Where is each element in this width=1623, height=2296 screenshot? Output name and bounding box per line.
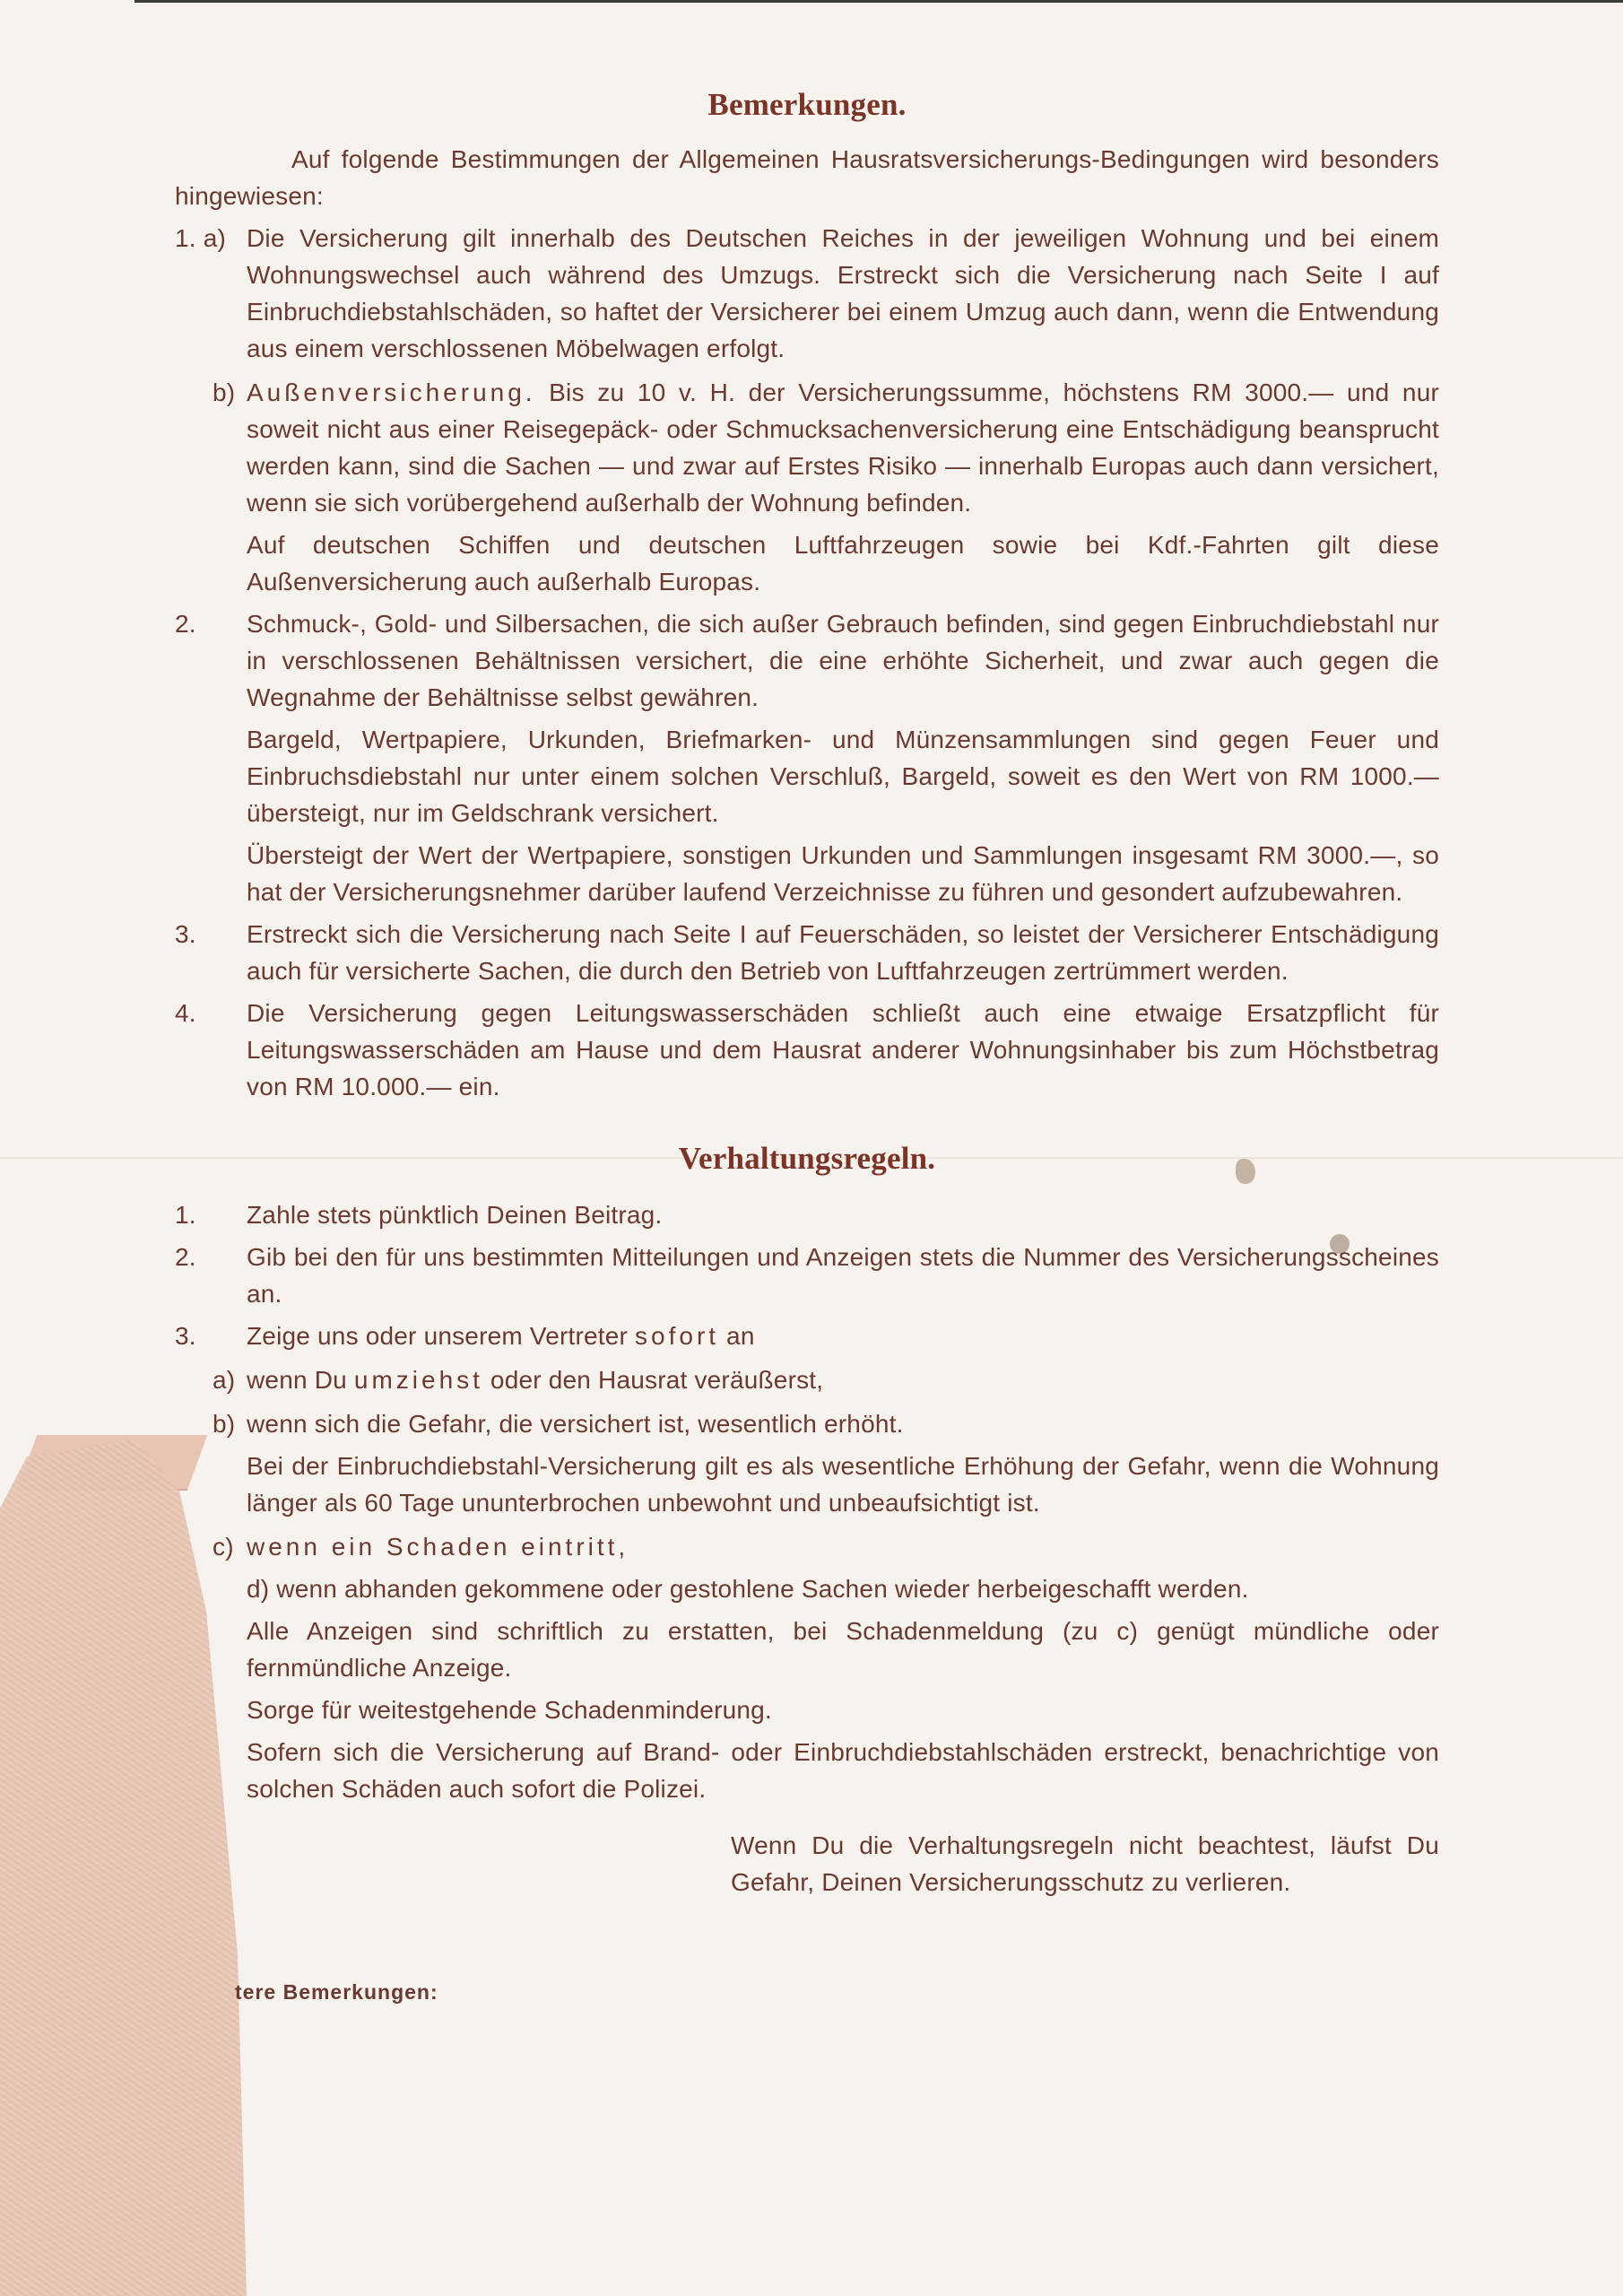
item-number: 3. [175,920,196,948]
item-1b-body: Bis zu 10 v. H. der Versicherungssumme, höchstens RM 3000.— und nur soweit nicht aus einer Reisegepäck- oder Schmucksachenversicherung eine Entschädigung beansprucht werden kann, sind die Sachen — und zwar auf Erstes Risiko — innerhalb Europas auch dann versichert, wenn sie sich vorübergehend außerhalb der Wohnung befinden. [247,378,1439,517]
regel-3-lead-end: an [719,1322,755,1350]
regel-item-2 [175,1239,1439,1312]
item-3-text: Erstreckt sich die Versicherung nach Seite I auf Feuerschäden, so leistet der Versicherer Entschädigung auch für versicherte Sachen, die durch den Betrieb von Luftfahrzeugen zertrümmert werden. [247,920,1439,985]
regel-3a-post: oder den Hausrat veräußerst, [482,1366,824,1394]
item-2-text-3: Übersteigt der Wert der Wertpapiere, sonstigen Urkunden und Sammlungen insgesamt RM 3000.—, so hat der Versicherungsnehmer darüber laufend Verzeichnisse zu führen und gesondert aufzubewahren. [247,841,1439,906]
bemerkung-item-1b [175,374,1439,600]
item-number: 1. [175,1201,196,1229]
regel-polizei-text: Sofern sich die Versicherung auf Brand- oder Einbruchdiebstahlschäden erstreckt, benachrichtige von solchen Schäden auch sofort die Polizei. [247,1738,1439,1803]
umziehst-term: umziehst [353,1366,483,1394]
regel-item-3c [175,1528,1439,1807]
bemerkung-item-1 [175,220,1439,367]
regel-item-3a [175,1361,1439,1398]
aussenversicherung-term: Außenversicherung. [247,378,536,406]
bemerkung-item-2 [175,605,1439,910]
closing-warning: Wenn Du die Verhaltungsregeln nicht beachtest, läufst Du Gefahr, Deinen Versicherungsschutz zu verlieren. [731,1831,1439,1896]
regel-3c-text: wenn ein Schaden eintritt, [247,1533,629,1561]
item-1b-text-2: Auf deutschen Schiffen und deutschen Luftfahrzeugen sowie bei Kdf.-Fahrten gilt diese Außenversicherung auch außerhalb Europas. [247,531,1439,596]
regel-3-lead-text: Zeige uns oder unserem Vertreter [247,1322,636,1350]
regel-3-lead [247,1318,1439,1354]
item-number: a) [213,1366,236,1394]
bemerkungen-heading: Bemerkungen. [707,87,907,122]
bemerkung-item-3 [175,916,1439,989]
item-number: c) [213,1533,234,1561]
item-number: 2. [175,610,196,638]
bemerkungen-intro: Auf folgende Bestimmungen der Allgemeinen Hausratsversicherungs-Bedingungen wird besonders hingewiesen: [175,145,1439,210]
regel-item-3b [175,1405,1439,1521]
item-1b-text [247,374,1439,521]
item-2-text-1: Schmuck-, Gold- und Silbersachen, die sich außer Gebrauch befinden, sind gegen Einbruchdiebstahl nur in verschlossenen Behältnissen versichert, die eine erhöhte Sicherheit, und zwar auch gegen die Wegnahme der Behältnisse selbst gewähren. [247,610,1439,711]
item-number: b) [213,1410,236,1438]
document-body [175,85,1439,1900]
regel-item-1 [175,1196,1439,1233]
regel-anzeigen-text: Alle Anzeigen sind schriftlich zu erstatten, bei Schadenmeldung (zu c) genügt mündliche oder fernmündliche Anzeige. [247,1617,1439,1682]
bemerkung-item-4 [175,995,1439,1105]
item-number: 4. [175,999,196,1027]
regel-2-text: Gib bei den für uns bestimmten Mitteilungen und Anzeigen stets die Nummer des Versicherungsscheines an. [247,1243,1439,1308]
regel-sorge-text: Sorge für weitestgehende Schadenminderung. [247,1696,772,1724]
item-2-text-2: Bargeld, Wertpapiere, Urkunden, Briefmarken- und Münzensammlungen sind gegen Feuer und Einbruchsdiebstahl nur unter einem solchen Verschluß, Bargeld, soweit es den Wert von RM 1000.— übersteigt, nur im Geldschrank versichert. [247,726,1439,827]
regel-3a-pre: wenn Du [247,1366,354,1394]
regel-item-3 [175,1318,1439,1354]
verhaltungsregeln-heading: Verhaltungsregeln. [678,1141,936,1176]
regel-3b-text-2: Bei der Einbruchdiebstahl-Versicherung gilt es als wesentliche Erhöhung der Gefahr, wenn die Wohnung länger als 60 Tage ununterbrochen unbewohnt und unbeaufsichtigt ist. [247,1452,1439,1517]
item-4-text: Die Versicherung gegen Leitungswasserschäden schließt auch eine etwaige Ersatzpflicht für Leitungswasserschäden am Hause und dem Hausrat anderer Wohnungsinhaber bis zum Höchstbetrag von RM 10.000.— ein. [247,999,1439,1100]
page-top-edge [135,0,1623,3]
item-number: 3. [175,1322,196,1350]
regel-1-text: Zahle stets pünktlich Deinen Beitrag. [247,1201,663,1229]
regel-3a-text [247,1361,1439,1398]
item-1a-text: Die Versicherung gilt innerhalb des Deutschen Reiches in der jeweiligen Wohnung und bei einem Wohnungswechsel auch während des Umzugs. Erstreckt sich die Versicherung nach Seite I auf Einbruchdiebstahlschäden, so haftet der Versicherer bei einem Umzug auch dann, wenn die Entwendung aus einem verschlossenen Möbelwagen erfolgt. [247,224,1439,362]
regel-3b-text: wenn sich die Gefahr, die versichert ist, wesentlich erhöht. [247,1410,904,1438]
sofort-term: sofort [635,1322,720,1350]
weitere-bemerkungen-label: tere Bemerkungen: [235,1980,438,2004]
item-number: 1. a) [175,224,227,252]
item-number: 2. [175,1243,196,1271]
regel-3d-text: d) wenn abhanden gekommene oder gestohlene Sachen wieder herbeigeschafft werden. [247,1575,1249,1603]
item-number: b) [213,378,236,406]
